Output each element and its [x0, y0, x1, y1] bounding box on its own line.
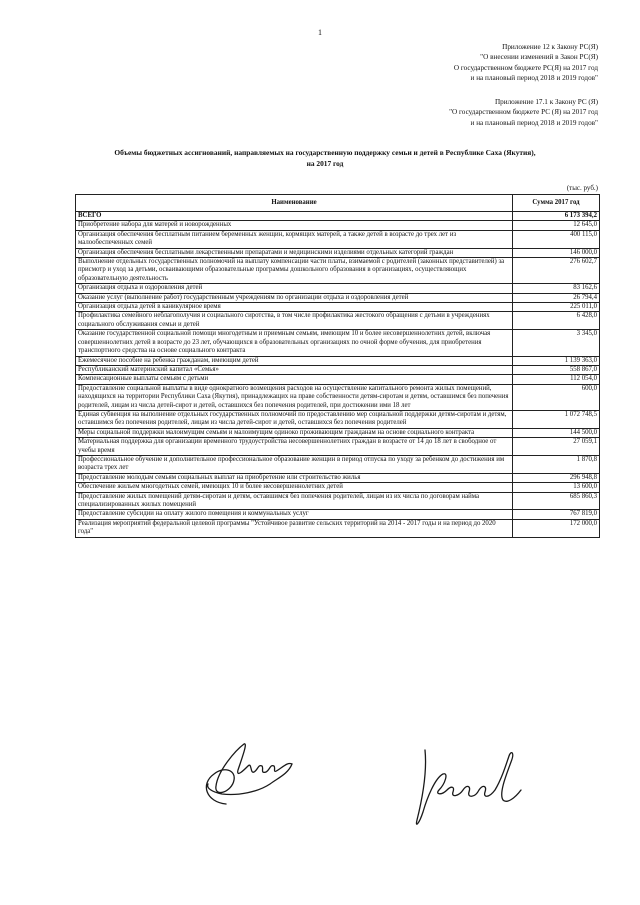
row-name: Обеспечение жильем многодетных семей, имеющих 10 и более несовершеннолетних детей — [76, 483, 513, 492]
row-amount: 1 870,8 — [513, 455, 600, 473]
row-name: Материальная поддержка для организации временного трудоустройства несовершеннолетних граждан в возрасте от 14 до 18 лет в свободное от учебы время — [76, 438, 513, 456]
row-amount: 600,0 — [513, 384, 600, 410]
row-amount: 558 867,0 — [513, 365, 600, 374]
row-name: Оказание государственной социальной помощи многодетным и приемным семьям, имеющим 10 и более несовершеннолетних детей, включая совершеннолетних детей в возрасте до 23 лет, обучающихся в образовательных организациях по очной форме обучения, для приобретения транспортного средства на основе социального контракта — [76, 330, 513, 356]
table-row — [76, 483, 600, 492]
row-name: Меры социальной поддержки малоимущим семьям и малоимущим одиноко проживающим гражданам на основе социального контракта — [76, 428, 513, 437]
row-name: Предоставление жилых помещений детям-сиротам и детям, оставшимся без попечения родителей, лицам из их числа по договорам найма специализированных жилых помещений — [76, 492, 513, 510]
table-row — [76, 258, 600, 284]
row-name: Профилактика семейного неблагополучия и социального сиротства, в том числе профилактика жестокого обращения с детьми в учреждениях социального обслуживания семьи и детей — [76, 312, 513, 330]
table-row — [76, 365, 600, 374]
row-amount: 172 000,0 — [513, 519, 600, 537]
appendix-1-line: "О внесении изменений в Закон РС(Я) — [480, 53, 598, 62]
row-name: Организация отдыха детей в каникулярное время — [76, 303, 513, 312]
table-row — [76, 230, 600, 248]
row-name: Организация обеспечения бесплатным питанием беременных женщин, кормящих матерей, а также детей в возрасте до трех лет из малообеспеченных семей — [76, 230, 513, 248]
table-row — [76, 438, 600, 456]
document-title — [90, 148, 560, 169]
table-row — [76, 375, 600, 384]
table-row — [76, 221, 600, 230]
signature-left — [196, 740, 306, 812]
document-title-line-2: на 2017 год — [306, 158, 344, 168]
signature-right — [405, 740, 535, 832]
row-amount: 26 794,4 — [513, 293, 600, 302]
total-amount: 6 173 394,2 — [513, 212, 600, 221]
appendix-note-2 — [449, 97, 598, 128]
row-name: Организация отдыха и оздоровления детей — [76, 284, 513, 293]
row-name: Организация обеспечения бесплатными лекарственными препаратами и медицинскими изделиями отдельных категорий граждан — [76, 248, 513, 257]
row-amount: 83 162,6 — [513, 284, 600, 293]
appendix-2-line: "О государственном бюджете РС (Я) на 2017 год — [449, 108, 598, 117]
table-row — [76, 356, 600, 365]
row-amount: 144 500,0 — [513, 428, 600, 437]
row-amount: 1 072 748,5 — [513, 410, 600, 428]
row-name: Реализация мероприятий федеральной целевой программы "Устойчивое развитие сельских территорий на 2014 - 2017 годы и на период до 2020 года" — [76, 519, 513, 537]
page-number: 1 — [318, 28, 322, 37]
budget-table — [75, 194, 600, 538]
table-row — [76, 455, 600, 473]
document-title-line-1: Объемы бюджетных ассигнований, направляемых на государственную поддержку семьи и детей в Республике Саха (Якутия), — [114, 148, 536, 157]
appendix-1-line: Приложение 12 к Закону РС(Я) — [502, 43, 598, 51]
row-name: Предоставление социальной выплаты в виде однократного возмещения расходов на осуществление капитального ремонта жилых помещений, находящихся на территории Республики Саха (Якутия), принадлежащих на праве собственности детям-сиротам и детям, оставшимся без попечения родителей, лицам из числа детей-сирот и детей, оставшихся без попечения родителей, при достижении ими 18 лет — [76, 384, 513, 410]
units-label: (тыс. руб.) — [566, 184, 598, 192]
row-amount: 6 428,0 — [513, 312, 600, 330]
appendix-1-line: О государственном бюджете РС(Я) на 2017 год — [453, 63, 598, 72]
row-name: Ежемесячное пособие на ребенка гражданам, имеющим детей — [76, 356, 513, 365]
row-name: Республиканский материнский капитал «Семья» — [76, 365, 513, 374]
row-name: Профессиональное обучение и дополнительное профессиональное образование женщин в период отпуска по уходу за ребенком до достижения им возраста трех лет — [76, 455, 513, 473]
row-name: Единая субвенция на выполнение отдельных государственных полномочий по предоставлению мер социальной поддержки детям-сиротам и детям, оставшимся без попечения родителей, лицам из числа детей-сирот и детей, оставшихся без попечения родителей — [76, 410, 513, 428]
table-row — [76, 510, 600, 519]
table-row — [76, 519, 600, 537]
row-amount: 1 139 363,0 — [513, 356, 600, 365]
row-amount: 767 819,0 — [513, 510, 600, 519]
row-amount: 225 011,0 — [513, 303, 600, 312]
table-row — [76, 428, 600, 437]
row-amount: 685 860,3 — [513, 492, 600, 510]
table-row — [76, 473, 600, 482]
total-label: ВСЕГО — [76, 212, 513, 221]
total-row — [76, 212, 600, 221]
table-row — [76, 330, 600, 356]
table-row — [76, 410, 600, 428]
row-name: Выполнение отдельных государственных полномочий на выплату компенсации части платы, взимаемой с родителей (законных представителей) за присмотр и уход за детьми, осваивающими образовательные программы дошкольного образования в организациях, осуществляющих образовательную деятельность — [76, 258, 513, 284]
table-row — [76, 492, 600, 510]
row-name: Оказание услуг (выполнение работ) государственным учреждениям по организации отдыха и оздоровления детей — [76, 293, 513, 302]
row-amount: 27 059,1 — [513, 438, 600, 456]
row-amount: 13 600,0 — [513, 483, 600, 492]
table-row — [76, 284, 600, 293]
row-name: Компенсационные выплаты семьям с детьми — [76, 375, 513, 384]
appendix-1-line: и на плановый период 2018 и 2019 годов" — [470, 74, 598, 83]
row-amount: 276 602,7 — [513, 258, 600, 284]
appendix-note-1 — [454, 42, 598, 84]
row-amount: 12 645,0 — [513, 221, 600, 230]
table-row — [76, 312, 600, 330]
row-name: Предоставление субсидии на оплату жилого помещения и коммунальных услуг — [76, 510, 513, 519]
row-amount: 3 345,0 — [513, 330, 600, 356]
table-row — [76, 248, 600, 257]
row-name: Приобретение набора для матерей и новорожденных — [76, 221, 513, 230]
row-amount: 146 000,0 — [513, 248, 600, 257]
header-name: Наименование — [76, 195, 513, 212]
table-row — [76, 384, 600, 410]
row-amount: 296 948,8 — [513, 473, 600, 482]
table-header-row — [76, 195, 600, 212]
table-row — [76, 303, 600, 312]
header-amount: Сумма 2017 год — [513, 195, 600, 212]
appendix-2-line: Приложение 17.1 к Закону РС (Я) — [494, 98, 598, 106]
row-amount: 112 054,0 — [513, 375, 600, 384]
table-row — [76, 293, 600, 302]
row-amount: 400 115,0 — [513, 230, 600, 248]
row-name: Предоставление молодым семьям социальных выплат на приобретение или строительство жилья — [76, 473, 513, 482]
appendix-2-line: и на плановый период 2018 и 2019 годов" — [470, 118, 598, 127]
